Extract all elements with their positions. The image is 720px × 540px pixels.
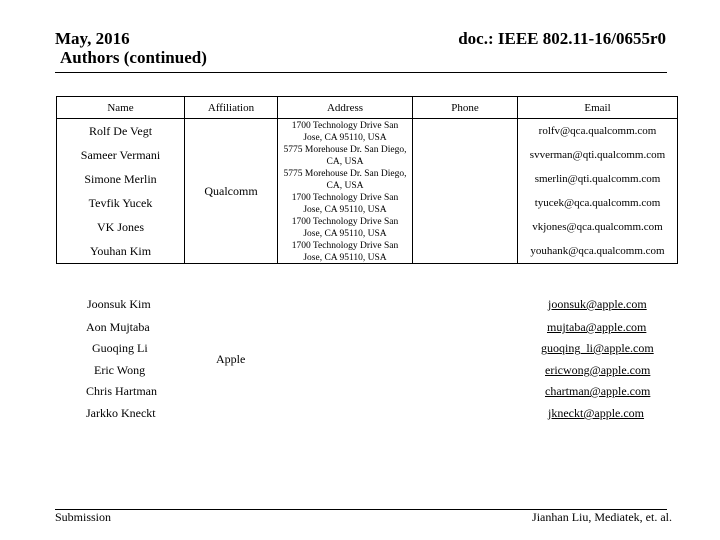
header-rule [55,72,667,73]
author-email: smerlin@qti.qualcomm.com [534,173,661,185]
author-address: 1700 Technology Drive San Jose, CA 95110, USA [291,217,399,239]
footer-left: Submission [55,510,112,524]
author-email: rolfv@qca.qualcomm.com [538,125,657,137]
page-title: Authors (continued) [60,48,207,67]
author-address: 1700 Technology Drive San Jose, CA 95110, USA [291,121,399,143]
author-email: tyucek@qca.qualcomm.com [534,197,661,209]
email-link[interactable]: ericwong@apple.com [545,363,651,377]
author-email: vkjones@qca.qualcomm.com [532,221,663,233]
author-name: Rolf De Vegt [88,124,153,138]
author-name: Jarkko Kneckt [86,406,156,420]
header-doc-id: doc.: IEEE 802.11-16/0655r0 [458,29,666,48]
author-name: Guoqing Li [92,341,148,355]
author-address: 1700 Technology Drive San Jose, CA 95110, USA [291,193,399,215]
header-date: May, 2016 [55,29,130,48]
author-name: Chris Hartman [86,384,157,398]
column-header-email: Email [584,102,611,114]
author-address: 5775 Morehouse Dr. San Diego, CA, USA [283,145,407,167]
email-link[interactable]: jkneckt@apple.com [548,406,645,420]
email-link[interactable]: guoqing_li@apple.com [541,341,654,355]
column-header-phone: Phone [451,102,479,114]
column-header-name: Name [107,102,134,114]
column-header-affiliation: Affiliation [207,102,255,114]
author-email: svverman@qti.qualcomm.com [529,149,666,161]
author-address: 1700 Technology Drive San Jose, CA 95110, USA [291,241,399,263]
affiliation-apple: Apple [216,352,246,366]
footer-right: Jianhan Liu, Mediatek, et. al. [532,510,672,524]
author-name: Joonsuk Kim [87,297,151,311]
author-name: Youhan Kim [89,244,152,258]
author-name: Eric Wong [94,363,146,377]
column-header-address: Address [326,102,364,114]
author-address: 5775 Morehouse Dr. San Diego, CA, USA [283,169,407,191]
affiliation-qualcomm: Qualcomm [204,184,258,198]
email-link[interactable]: joonsuk@apple.com [548,297,647,311]
author-name: Tevfik Yucek [88,196,153,210]
author-email: youhank@qca.qualcomm.com [530,245,665,257]
author-name: VK Jones [97,220,144,234]
author-name: Sameer Vermani [80,148,161,162]
author-name: Simone Merlin [84,172,157,186]
email-link[interactable]: chartman@apple.com [545,384,651,398]
email-link[interactable]: mujtaba@apple.com [547,320,647,334]
author-name: Aon Mujtaba [86,320,150,334]
